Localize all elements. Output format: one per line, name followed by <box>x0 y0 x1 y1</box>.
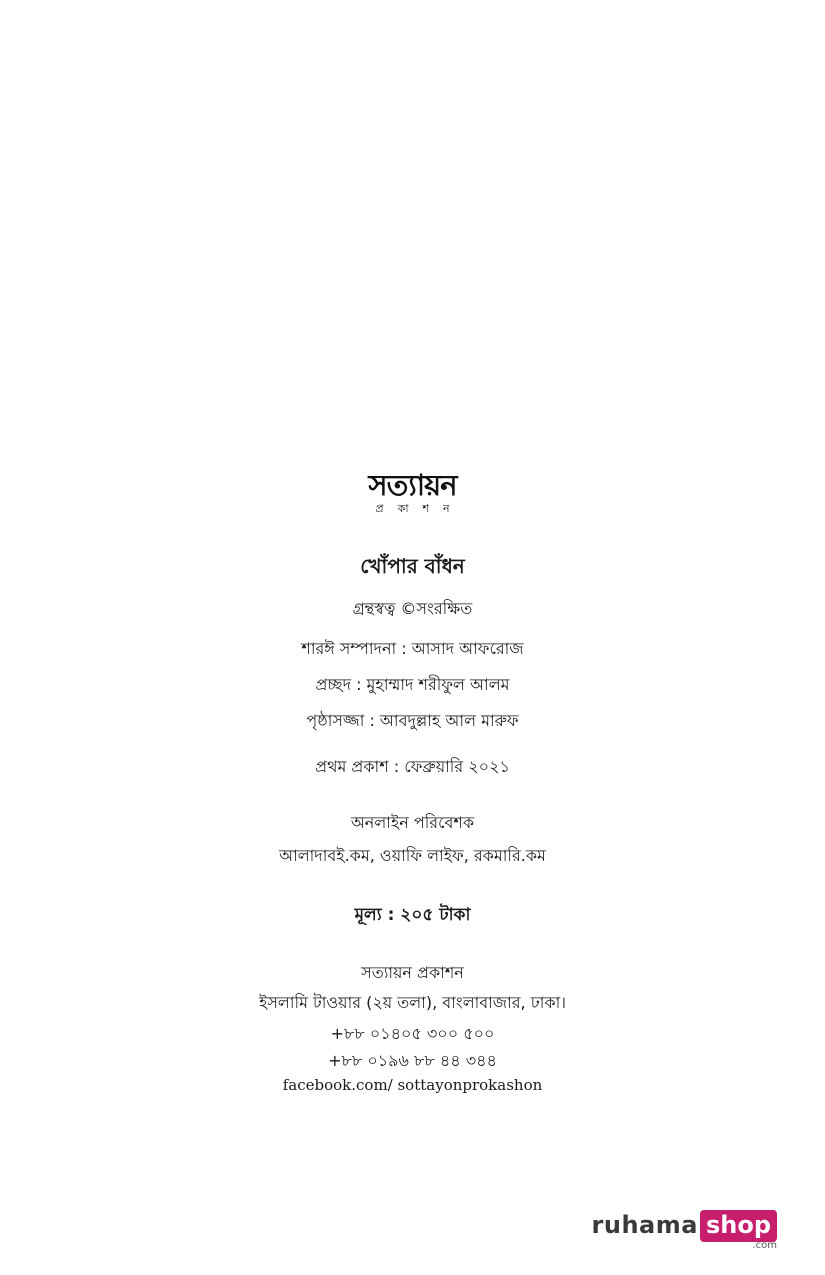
cover-name: মুহাম্মাদ শরীফুল আলম <box>366 675 510 694</box>
cover-separator: : <box>350 675 367 694</box>
logo-mark <box>353 468 473 522</box>
price-label: মূল্য <box>354 905 382 925</box>
layout-label: পৃষ্ঠাসজ্জা <box>306 711 365 730</box>
copyright-notice: গ্রন্থস্বত্ব ©সংরক্ষিত <box>352 599 473 618</box>
publisher-facebook: facebook.com/ sottayonprokashon <box>282 1076 543 1094</box>
layout-credit <box>0 708 825 735</box>
cover-credit <box>0 672 825 699</box>
watermark-domain: .com <box>752 1240 777 1251</box>
first-publication-separator: : <box>388 757 405 776</box>
distributors-label: অনলাইন পরিবেশক <box>350 813 475 832</box>
first-publication-date: ফেব্রুয়ারি ২০২১ <box>404 757 510 776</box>
publisher-address: ইসলামি টাওয়ার (২য় তলা), বাংলাবাজার, ঢাকা। <box>259 993 566 1012</box>
price-value: ২০৫ টাকা <box>400 905 471 925</box>
publisher-name: সত্যায়ন প্রকাশন <box>361 963 464 982</box>
editor-name: আসাদ আফরোজ <box>411 639 524 658</box>
distributors-list: আলাদাবই.কম, ওয়াফি লাইফ, রকমারি.কম <box>279 846 546 865</box>
cover-label: প্রচ্ছদ <box>315 675 351 694</box>
logo-tagline: প্রকাশন <box>375 502 464 515</box>
layout-separator: : <box>364 711 380 730</box>
first-publication-label: প্রথম প্রকাশ <box>315 757 389 776</box>
publisher-phone-2: +৮৮ ০১৯৬ ৮৮ ৪৪ ৩৪৪ <box>328 1051 497 1070</box>
price-separator: : <box>381 905 401 925</box>
publisher-logo <box>0 468 825 522</box>
layout-name: আবদুল্লাহ আল মারুফ <box>379 711 519 730</box>
price <box>0 902 825 930</box>
publisher-phone-1: +৮৮ ০১৪০৫ ৩০০ ৫০০ <box>330 1024 495 1043</box>
editor-separator: : <box>396 639 412 658</box>
editor-label: শারঈ সম্পাদনা <box>301 639 397 658</box>
ruhamashop-watermark <box>592 1210 777 1250</box>
editor-credit <box>0 636 825 663</box>
watermark-shop-badge <box>700 1210 777 1251</box>
logo-name: সত্যায়ন <box>368 468 457 502</box>
first-publication <box>0 754 825 781</box>
watermark-brand: ruhama <box>591 1211 698 1239</box>
watermark-shop: shop <box>700 1210 777 1242</box>
book-title: খোঁপার বাঁধন <box>360 554 465 578</box>
